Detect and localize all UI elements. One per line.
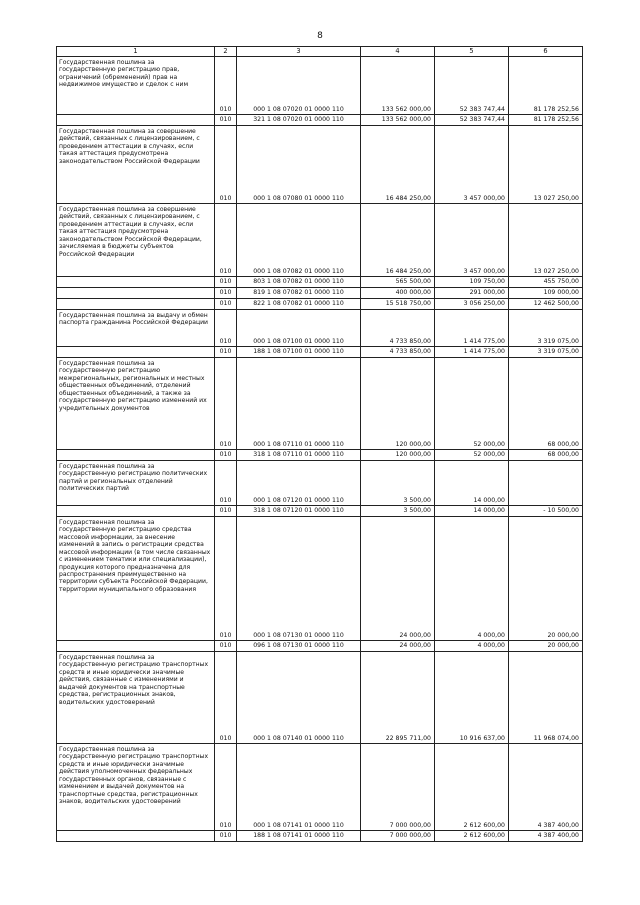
- budget-code-cell: 803 1 08 07082 01 0000 110: [237, 277, 361, 288]
- budget-code-cell: 000 1 08 07120 01 0000 110: [237, 461, 361, 506]
- executed-amount-cell: 10 916 637,00: [435, 652, 509, 744]
- row-name-cell: Государственная пошлина за государственную регистрацию прав, ограничений (обременений) прав на недвижимое имущество и сделок с ним: [57, 57, 215, 115]
- budget-code-cell: 318 1 08 07120 01 0000 110: [237, 506, 361, 517]
- budget-code-cell: 000 1 08 07110 01 0000 110: [237, 358, 361, 450]
- table-row: [57, 204, 583, 277]
- remaining-amount-cell: 20 000,00: [509, 641, 583, 652]
- executed-amount-cell: 3 457 000,00: [435, 126, 509, 204]
- approved-amount-cell: 4 733 850,00: [361, 310, 435, 347]
- executed-amount-cell: 52 000,00: [435, 358, 509, 450]
- remaining-amount-cell: 455 750,00: [509, 277, 583, 288]
- budget-table: [56, 46, 583, 842]
- budget-code-cell: 188 1 08 07100 01 0000 110: [237, 347, 361, 358]
- line-number-cell: 010: [215, 461, 237, 506]
- executed-amount-cell: 14 000,00: [435, 461, 509, 506]
- row-name-cell-empty: [57, 641, 215, 652]
- budget-code-cell: 321 1 08 07020 01 0000 110: [237, 115, 361, 126]
- line-number-cell: 010: [215, 299, 237, 310]
- line-number-cell: 010: [215, 744, 237, 831]
- header-cell: 6: [509, 47, 583, 57]
- executed-amount-cell: 52 383 747,44: [435, 115, 509, 126]
- approved-amount-cell: 133 562 000,00: [361, 115, 435, 126]
- row-name-cell-empty: [57, 506, 215, 517]
- table-row: [57, 641, 583, 652]
- executed-amount-cell: 2 612 600,00: [435, 831, 509, 842]
- approved-amount-cell: 22 895 711,00: [361, 652, 435, 744]
- remaining-amount-cell: 109 000,00: [509, 288, 583, 299]
- row-name-cell-empty: [57, 831, 215, 842]
- row-name-cell-empty: [57, 277, 215, 288]
- budget-code-cell: 000 1 08 07020 01 0000 110: [237, 57, 361, 115]
- approved-amount-cell: 120 000,00: [361, 358, 435, 450]
- table-row: [57, 277, 583, 288]
- row-name-cell-empty: [57, 347, 215, 358]
- remaining-amount-cell: 3 319 075,00: [509, 310, 583, 347]
- row-name-cell-empty: [57, 299, 215, 310]
- executed-amount-cell: 4 000,00: [435, 517, 509, 641]
- approved-amount-cell: 3 500,00: [361, 506, 435, 517]
- line-number-cell: 010: [215, 506, 237, 517]
- table-row: [57, 461, 583, 506]
- approved-amount-cell: 15 518 750,00: [361, 299, 435, 310]
- remaining-amount-cell: 13 027 250,00: [509, 204, 583, 277]
- row-name-cell: Государственная пошлина за государственную регистрацию средства массовой информации, за внесение изменений в запись о регистрации средства массовой информации (в том числе связанных с изменением тематики или специализации), продукция которого предназначена для распространения преимущественно на территории субъекта Российской Федерации, территории муниципального образования: [57, 517, 215, 641]
- approved-amount-cell: 7 000 000,00: [361, 744, 435, 831]
- executed-amount-cell: 52 000,00: [435, 450, 509, 461]
- header-cell: 4: [361, 47, 435, 57]
- budget-code-cell: 000 1 08 07141 01 0000 110: [237, 744, 361, 831]
- line-number-cell: 010: [215, 204, 237, 277]
- remaining-amount-cell: 13 027 250,00: [509, 126, 583, 204]
- remaining-amount-cell: [509, 461, 583, 506]
- remaining-amount-cell: 81 178 252,56: [509, 57, 583, 115]
- remaining-amount-cell: 81 178 252,56: [509, 115, 583, 126]
- budget-code-cell: 000 1 08 07080 01 0000 110: [237, 126, 361, 204]
- approved-amount-cell: 120 000,00: [361, 450, 435, 461]
- line-number-cell: 010: [215, 831, 237, 842]
- executed-amount-cell: 52 383 747,44: [435, 57, 509, 115]
- page-number: 8: [317, 31, 323, 41]
- approved-amount-cell: 400 000,00: [361, 288, 435, 299]
- remaining-amount-cell: 20 000,00: [509, 517, 583, 641]
- line-number-cell: 010: [215, 277, 237, 288]
- executed-amount-cell: 3 457 000,00: [435, 204, 509, 277]
- remaining-amount-cell: - 10 500,00: [509, 506, 583, 517]
- executed-amount-cell: 1 414 775,00: [435, 347, 509, 358]
- table-row: [57, 126, 583, 204]
- remaining-amount-cell: 3 319 075,00: [509, 347, 583, 358]
- row-name-cell-empty: [57, 450, 215, 461]
- remaining-amount-cell: 4 387 400,00: [509, 744, 583, 831]
- budget-code-cell: 822 1 08 07082 01 0000 110: [237, 299, 361, 310]
- remaining-amount-cell: 11 968 074,00: [509, 652, 583, 744]
- table-row: [57, 347, 583, 358]
- line-number-cell: 010: [215, 115, 237, 126]
- budget-code-cell: 000 1 08 07082 01 0000 110: [237, 204, 361, 277]
- row-name-cell-empty: [57, 115, 215, 126]
- header-row: [57, 47, 583, 57]
- header-cell: 2: [215, 47, 237, 57]
- approved-amount-cell: 4 733 850,00: [361, 347, 435, 358]
- budget-code-cell: 000 1 08 07100 01 0000 110: [237, 310, 361, 347]
- table-row: [57, 831, 583, 842]
- row-name-cell: Государственная пошлина за государственную регистрацию транспортных средств и иные юридически значимые действия, связанные с изменениями и выдачей документов на транспортные средства, регистрационных знаков, водительских удостоверений: [57, 652, 215, 744]
- row-name-cell: Государственная пошлина за совершение действий, связанных с лицензированием, с проведением аттестации в случаях, если такая аттестация предусмотрена законодательством Российской Федерации: [57, 126, 215, 204]
- budget-code-cell: 096 1 08 07130 01 0000 110: [237, 641, 361, 652]
- header-cell: 5: [435, 47, 509, 57]
- line-number-cell: 010: [215, 358, 237, 450]
- budget-code-cell: 318 1 08 07110 01 0000 110: [237, 450, 361, 461]
- row-name-cell: Государственная пошлина за государственную регистрацию межрегиональных, региональных и местных общественных объединений, отделений общественных объединений, а также за государственную регистрацию изменений их учредительных документов: [57, 358, 215, 450]
- executed-amount-cell: 14 000,00: [435, 506, 509, 517]
- table-row: [57, 652, 583, 744]
- budget-code-cell: 819 1 08 07082 01 0000 110: [237, 288, 361, 299]
- row-name-cell: Государственная пошлина за выдачу и обмен паспорта гражданина Российской Федерации: [57, 310, 215, 347]
- line-number-cell: 010: [215, 641, 237, 652]
- line-number-cell: 010: [215, 347, 237, 358]
- table-row: [57, 358, 583, 450]
- approved-amount-cell: 7 000 000,00: [361, 831, 435, 842]
- executed-amount-cell: 3 056 250,00: [435, 299, 509, 310]
- remaining-amount-cell: 68 000,00: [509, 450, 583, 461]
- table-row: [57, 517, 583, 641]
- table-row: [57, 299, 583, 310]
- table-row: [57, 288, 583, 299]
- table-row: [57, 506, 583, 517]
- remaining-amount-cell: 4 387 400,00: [509, 831, 583, 842]
- budget-code-cell: 000 1 08 07130 01 0000 110: [237, 517, 361, 641]
- header-cell: 1: [57, 47, 215, 57]
- approved-amount-cell: 3 500,00: [361, 461, 435, 506]
- row-name-cell: Государственная пошлина за совершение действий, связанных с лицензированием, с проведением аттестации в случаях, если такая аттестация предусмотрена законодательством Российской Федерации, зачисляемая в бюджеты субъектов Российской Федерации: [57, 204, 215, 277]
- approved-amount-cell: 133 562 000,00: [361, 57, 435, 115]
- executed-amount-cell: 109 750,00: [435, 277, 509, 288]
- line-number-cell: 010: [215, 517, 237, 641]
- executed-amount-cell: 4 000,00: [435, 641, 509, 652]
- line-number-cell: 010: [215, 288, 237, 299]
- table-row: [57, 450, 583, 461]
- remaining-amount-cell: 68 000,00: [509, 358, 583, 450]
- budget-code-cell: 188 1 08 07141 01 0000 110: [237, 831, 361, 842]
- approved-amount-cell: 24 000,00: [361, 641, 435, 652]
- line-number-cell: 010: [215, 652, 237, 744]
- row-name-cell-empty: [57, 288, 215, 299]
- approved-amount-cell: 565 500,00: [361, 277, 435, 288]
- header-cell: 3: [237, 47, 361, 57]
- remaining-amount-cell: 12 462 500,00: [509, 299, 583, 310]
- line-number-cell: 010: [215, 126, 237, 204]
- budget-code-cell: 000 1 08 07140 01 0000 110: [237, 652, 361, 744]
- row-name-cell: Государственная пошлина за государственную регистрацию транспортных средств и иные юридически значимые действия уполномоченных федеральных государственных органов, связанные с изменением и выдачей документов на транспортные средства, регистрационных знаков, водительских удостоверений: [57, 744, 215, 831]
- row-name-cell: Государственная пошлина за государственную регистрацию политических партий и региональных отделений политических партий: [57, 461, 215, 506]
- line-number-cell: 010: [215, 57, 237, 115]
- approved-amount-cell: 16 484 250,00: [361, 204, 435, 277]
- table-row: [57, 310, 583, 347]
- line-number-cell: 010: [215, 450, 237, 461]
- approved-amount-cell: 16 484 250,00: [361, 126, 435, 204]
- table-row: [57, 57, 583, 115]
- line-number-cell: 010: [215, 310, 237, 347]
- executed-amount-cell: 291 000,00: [435, 288, 509, 299]
- approved-amount-cell: 24 000,00: [361, 517, 435, 641]
- executed-amount-cell: 2 612 600,00: [435, 744, 509, 831]
- table-row: [57, 744, 583, 831]
- executed-amount-cell: 1 414 775,00: [435, 310, 509, 347]
- table-row: [57, 115, 583, 126]
